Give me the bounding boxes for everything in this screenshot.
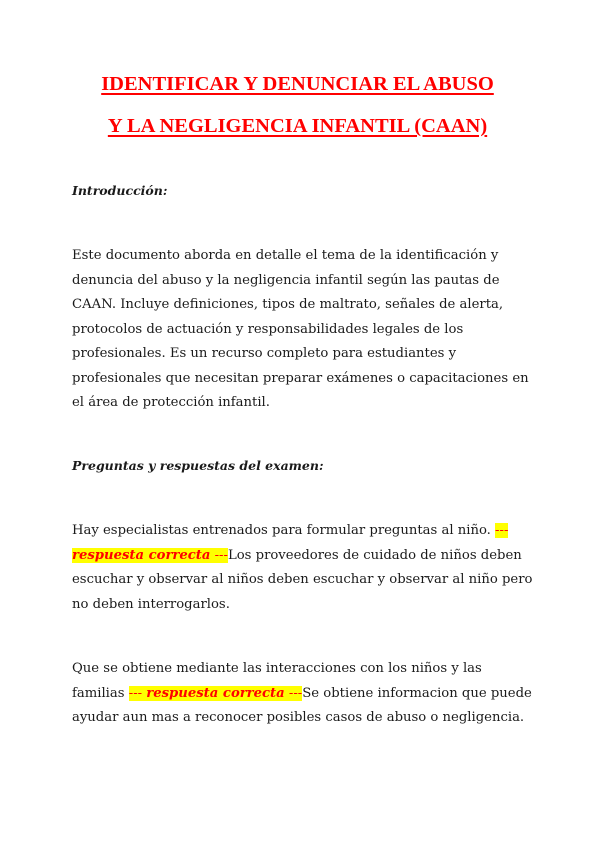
intro-line: protocolos de actuación y responsabilidades legales de los [72, 321, 464, 337]
qa-item-1-line-1 [72, 519, 532, 544]
answer-text: Se obtiene informacion que puede [302, 685, 532, 701]
qa-heading: Preguntas y respuestas del examen: [72, 458, 324, 473]
qa-item-1-line-2 [72, 544, 532, 569]
answer-marker-close: --- [284, 685, 303, 701]
document-title-line-1: IDENTIFICAR Y DENUNCIAR EL ABUSO [101, 73, 494, 95]
answer-text-line: ayudar aun mas a reconocer posibles casos de abuso o negligencia. [72, 710, 525, 725]
answer-marker-open: --- [495, 523, 509, 538]
intro-line: profesionales. Es un recurso completo para estudiantes y [72, 346, 457, 361]
qa-item-2 [72, 657, 532, 731]
qa-item-2-line-2 [72, 682, 532, 707]
answer-text-line: escuchar y observar al niños deben escuchar y observar al niño pero [72, 572, 533, 587]
correct-answer-label: respuesta correcta [146, 685, 285, 701]
correct-answer-label: respuesta correcta [72, 547, 211, 563]
intro-line: CAAN. Incluye definiciones, tipos de maltrato, señales de alerta, [72, 297, 504, 312]
answer-text-line: no deben interrogarlos. [72, 596, 230, 612]
question-text-line: Que se obtiene mediante las interacciones con los niños y las [72, 661, 482, 676]
answer-marker-open-text: --- [128, 685, 147, 701]
answer-text: Los proveedores de cuidado de niños deben [227, 547, 522, 563]
document-title-line-2: Y LA NEGLIGENCIA INFANTIL (CAAN) [107, 115, 488, 137]
intro-heading: Introducción: [72, 183, 168, 198]
intro-line: profesionales que necesitan preparar exámenes o capacitaciones en [72, 370, 529, 386]
question-text: familias [72, 685, 129, 701]
answer-marker-open [129, 686, 303, 701]
question-text: Hay especialistas entrenados para formular preguntas al niño. [72, 523, 496, 538]
intro-line: denuncia del abuso y la negligencia infantil según las pautas de [72, 272, 500, 288]
intro-line: Este documento aborda en detalle el tema de la identificación y [72, 248, 499, 263]
qa-item-1 [72, 519, 532, 617]
intro-line: el área de protección infantil. [72, 395, 270, 410]
answer-marker-close: --- [210, 547, 228, 563]
intro-paragraph [72, 244, 532, 416]
